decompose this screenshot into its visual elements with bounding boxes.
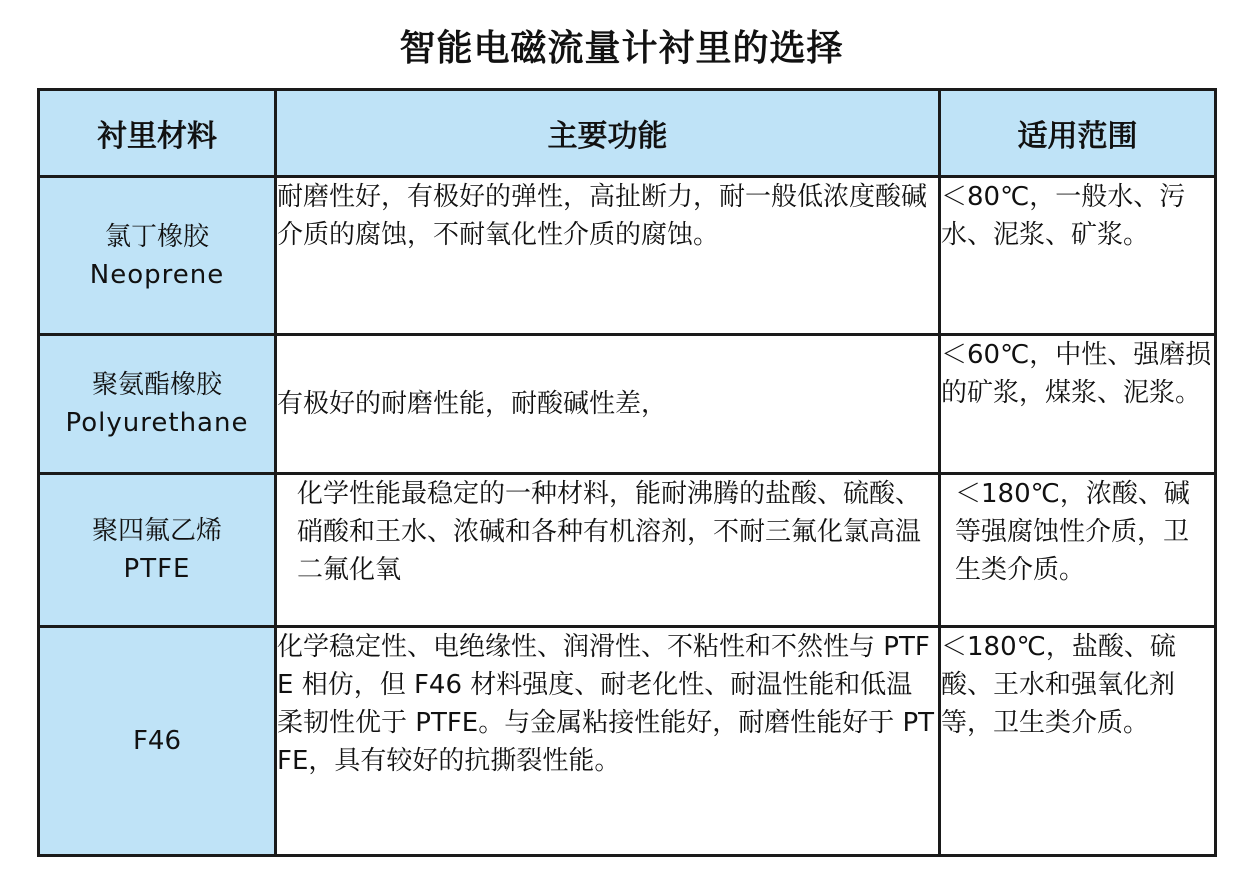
material-cell (39, 627, 276, 856)
table-row (39, 335, 1216, 474)
range-cell (940, 177, 1216, 335)
material-name-en: Neoprene (89, 259, 225, 290)
material-name-en: PTFE (123, 554, 191, 584)
header-main-function: 主要功能 (276, 90, 940, 177)
material-name-cn: 聚氨酯橡胶 (91, 370, 222, 400)
range-text: ＜80℃，一般水、污水、泥浆、矿浆。 (941, 182, 1186, 250)
range-cell (940, 474, 1216, 627)
material-cell (39, 474, 276, 627)
range-text: ＜60℃，中性、强磨损的矿浆，煤浆、泥浆。 (941, 340, 1212, 408)
table-row (39, 627, 1216, 856)
function-text: 化学性能最稳定的一种材料，能耐沸腾的盐酸、硫酸、硝酸和王水、浓碱和各种有机溶剂，不耐三氟化氯高温二氟化氧 (297, 479, 922, 585)
function-cell (276, 335, 940, 474)
material-cell (39, 177, 276, 335)
range-cell (940, 627, 1216, 856)
lining-selection-table (37, 88, 1217, 857)
function-text: 有极好的耐磨性能，耐酸碱性差， (277, 389, 668, 419)
function-cell (276, 177, 940, 335)
function-cell (276, 474, 940, 627)
material-cell (39, 335, 276, 474)
material-name-cn: 氯丁橡胶 (104, 221, 209, 252)
function-cell (276, 627, 940, 856)
function-text: 化学稳定性、电绝缘性、润滑性、不粘性和不然性与 PTFE 相仿，但 F46 材料强度、耐老化性、耐温性能和低温柔韧性优于 PTFE。与金属粘接性能好，耐磨性能好于 PTFE，具有较好的抗撕裂性能。 (277, 632, 935, 776)
range-text: ＜180℃，浓酸、碱等强腐蚀性介质，卫生类介质。 (955, 479, 1190, 585)
table-row (39, 474, 1216, 627)
range-cell (940, 335, 1216, 474)
material-name-en: Polyurethane (65, 408, 249, 438)
page-title: 智能电磁流量计衬里的选择 (399, 28, 844, 69)
material-name-cn: F46 (132, 726, 182, 756)
table-row (39, 177, 1216, 335)
function-text: 耐磨性好，有极好的弹性，高扯断力，耐一般低浓度酸碱介质的腐蚀，不耐氧化性介质的腐蚀。 (277, 182, 928, 250)
table-header-row (39, 90, 1216, 177)
material-name-cn: 聚四氟乙烯 (91, 516, 222, 546)
header-application-range: 适用范围 (940, 90, 1216, 177)
range-text: ＜180℃，盐酸、硫酸、王水和强氧化剂等，卫生类介质。 (941, 632, 1176, 738)
header-lining-material: 衬里材料 (39, 90, 276, 177)
